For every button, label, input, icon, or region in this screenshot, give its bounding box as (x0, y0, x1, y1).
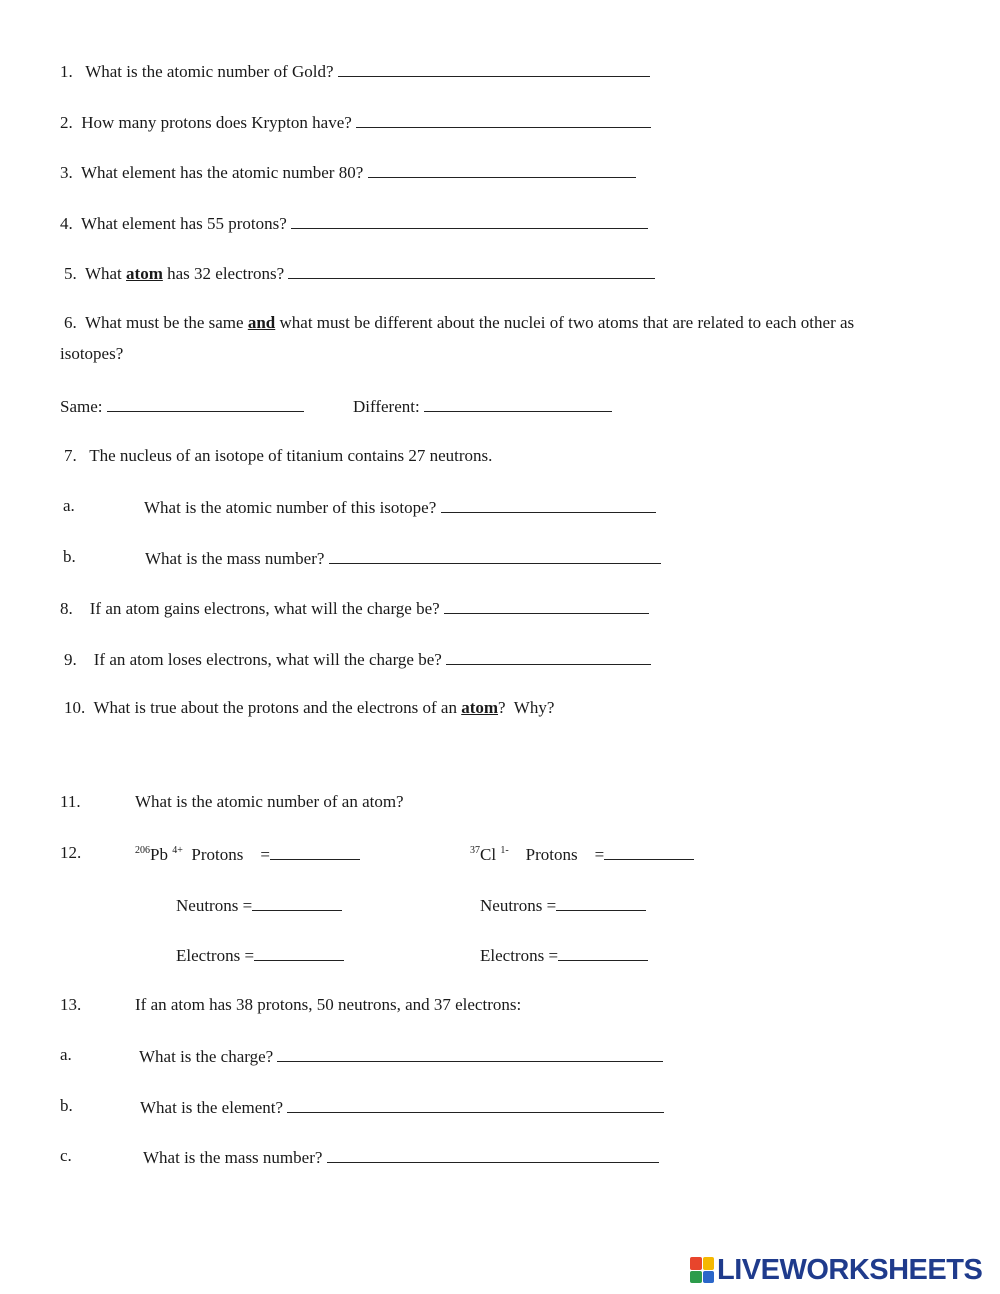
question-number: 8. (60, 599, 73, 618)
logo-icon (690, 1257, 714, 1283)
question-13b (140, 1096, 664, 1118)
question-11-number: 11. (60, 792, 81, 811)
question-7b (145, 547, 661, 569)
question-1 (60, 60, 650, 82)
pb-electrons-blank[interactable] (254, 944, 344, 961)
emphasis-word: atom (126, 264, 163, 283)
protons-label: Protons (191, 845, 244, 864)
question-text: What element has the atomic number 80? (80, 163, 364, 182)
question-text: What is true about the protons and the electrons of an (93, 698, 462, 717)
question-text: What is the charge? (139, 1047, 274, 1066)
question-13a (139, 1045, 663, 1067)
answer-blank[interactable] (288, 262, 655, 279)
question-6 (64, 313, 854, 333)
question-text: How many protons does Krypton have? (81, 113, 352, 132)
answer-blank[interactable] (444, 597, 649, 614)
different-label: Different: (353, 397, 420, 416)
question-11-text: What is the atomic number of an atom? (135, 792, 404, 811)
electrons-label: Electrons = (480, 946, 559, 965)
cl-protons-blank[interactable] (604, 843, 694, 860)
cl-neutrons (480, 894, 646, 916)
question-number: 5. (64, 264, 77, 283)
protons-label: Protons (525, 845, 578, 864)
question-13c (143, 1146, 659, 1168)
pb-symbol: Pb (150, 845, 168, 864)
liveworksheets-logo (690, 1255, 982, 1285)
electrons-label: Electrons = (176, 946, 255, 965)
question-number: 3. (60, 163, 73, 182)
cl-mass-number: 37 (470, 845, 480, 856)
answer-blank[interactable] (287, 1096, 664, 1113)
question-number: 4. (60, 214, 73, 233)
question-13b-label: b. (60, 1096, 73, 1115)
cl-ion-protons (470, 843, 694, 865)
neutrons-label: Neutrons = (176, 896, 253, 915)
cl-symbol: Cl (480, 845, 497, 864)
question-13-number: 13. (60, 995, 82, 1014)
equals-sign: = (260, 845, 270, 864)
question-7b-label: b. (63, 547, 76, 566)
answer-blank[interactable] (356, 111, 651, 128)
pb-electrons (176, 944, 344, 966)
same-answer-blank[interactable] (107, 395, 304, 412)
question-6-different (353, 395, 612, 417)
question-6-line2: isotopes? (60, 344, 124, 363)
different-answer-blank[interactable] (424, 395, 612, 412)
question-13a-label: a. (60, 1045, 72, 1064)
pb-charge: 4+ (172, 845, 183, 856)
question-number: 10. (64, 698, 86, 717)
question-5 (64, 262, 655, 284)
question-text: If an atom gains electrons, what will the charge be? (89, 599, 440, 618)
question-2 (60, 111, 651, 133)
question-12-number: 12. (60, 843, 82, 862)
question-6-same (60, 395, 304, 417)
cl-neutrons-blank[interactable] (556, 894, 646, 911)
question-7 (64, 446, 492, 466)
cl-charge: 1- (500, 845, 509, 856)
pb-neutrons-blank[interactable] (252, 894, 342, 911)
question-text-cont: ? Why? (498, 698, 555, 717)
question-number: 6. (64, 313, 77, 332)
question-text: What is the mass number? (143, 1148, 323, 1167)
answer-blank[interactable] (277, 1045, 663, 1062)
question-7a (144, 496, 656, 518)
question-text: What is the mass number? (145, 549, 325, 568)
answer-blank[interactable] (291, 212, 648, 229)
question-text: What element has 55 protons? (80, 214, 287, 233)
question-text: What is the element? (140, 1098, 284, 1117)
answer-blank[interactable] (441, 496, 656, 513)
question-4 (60, 212, 648, 234)
question-7a-label: a. (63, 496, 75, 515)
question-8 (60, 597, 649, 619)
question-9 (64, 648, 651, 670)
question-number: 2. (60, 113, 73, 132)
question-number: 7. (64, 446, 77, 465)
emphasis-word: atom (461, 698, 499, 717)
question-text-cont: what must be different about the nuclei of two atoms that are related to each other as (275, 313, 855, 332)
answer-blank[interactable] (327, 1146, 659, 1163)
question-text: If an atom loses electrons, what will the charge be? (93, 650, 442, 669)
pb-protons-blank[interactable] (270, 843, 360, 860)
pb-mass-number: 206 (135, 845, 150, 856)
answer-blank[interactable] (368, 161, 636, 178)
question-text-cont: has 32 electrons? (162, 264, 285, 283)
cl-electrons-blank[interactable] (558, 944, 648, 961)
emphasis-word: and (247, 313, 276, 332)
question-3 (60, 161, 636, 183)
cl-electrons (480, 944, 648, 966)
question-text: What must be the same (84, 313, 248, 332)
question-10 (64, 698, 554, 718)
equals-sign: = (594, 845, 605, 864)
question-13-text: If an atom has 38 protons, 50 neutrons, and 37 electrons: (135, 995, 522, 1014)
logo-text: LIVEWORKSHEETS (717, 1253, 983, 1286)
pb-neutrons (176, 894, 342, 916)
question-13c-label: c. (60, 1146, 72, 1165)
pb-ion-protons (135, 843, 360, 865)
question-number: 9. (64, 650, 77, 669)
question-text: The nucleus of an isotope of titanium contains 27 neutrons. (89, 446, 493, 465)
same-label: Same: (60, 397, 103, 416)
answer-blank[interactable] (446, 648, 651, 665)
question-number: 1. (60, 62, 73, 81)
answer-blank[interactable] (329, 547, 661, 564)
neutrons-label: Neutrons = (480, 896, 557, 915)
answer-blank[interactable] (338, 60, 650, 77)
question-text: What (84, 264, 127, 283)
question-text: What is the atomic number of this isotope? (144, 498, 437, 517)
question-text: What is the atomic number of Gold? (85, 62, 334, 81)
